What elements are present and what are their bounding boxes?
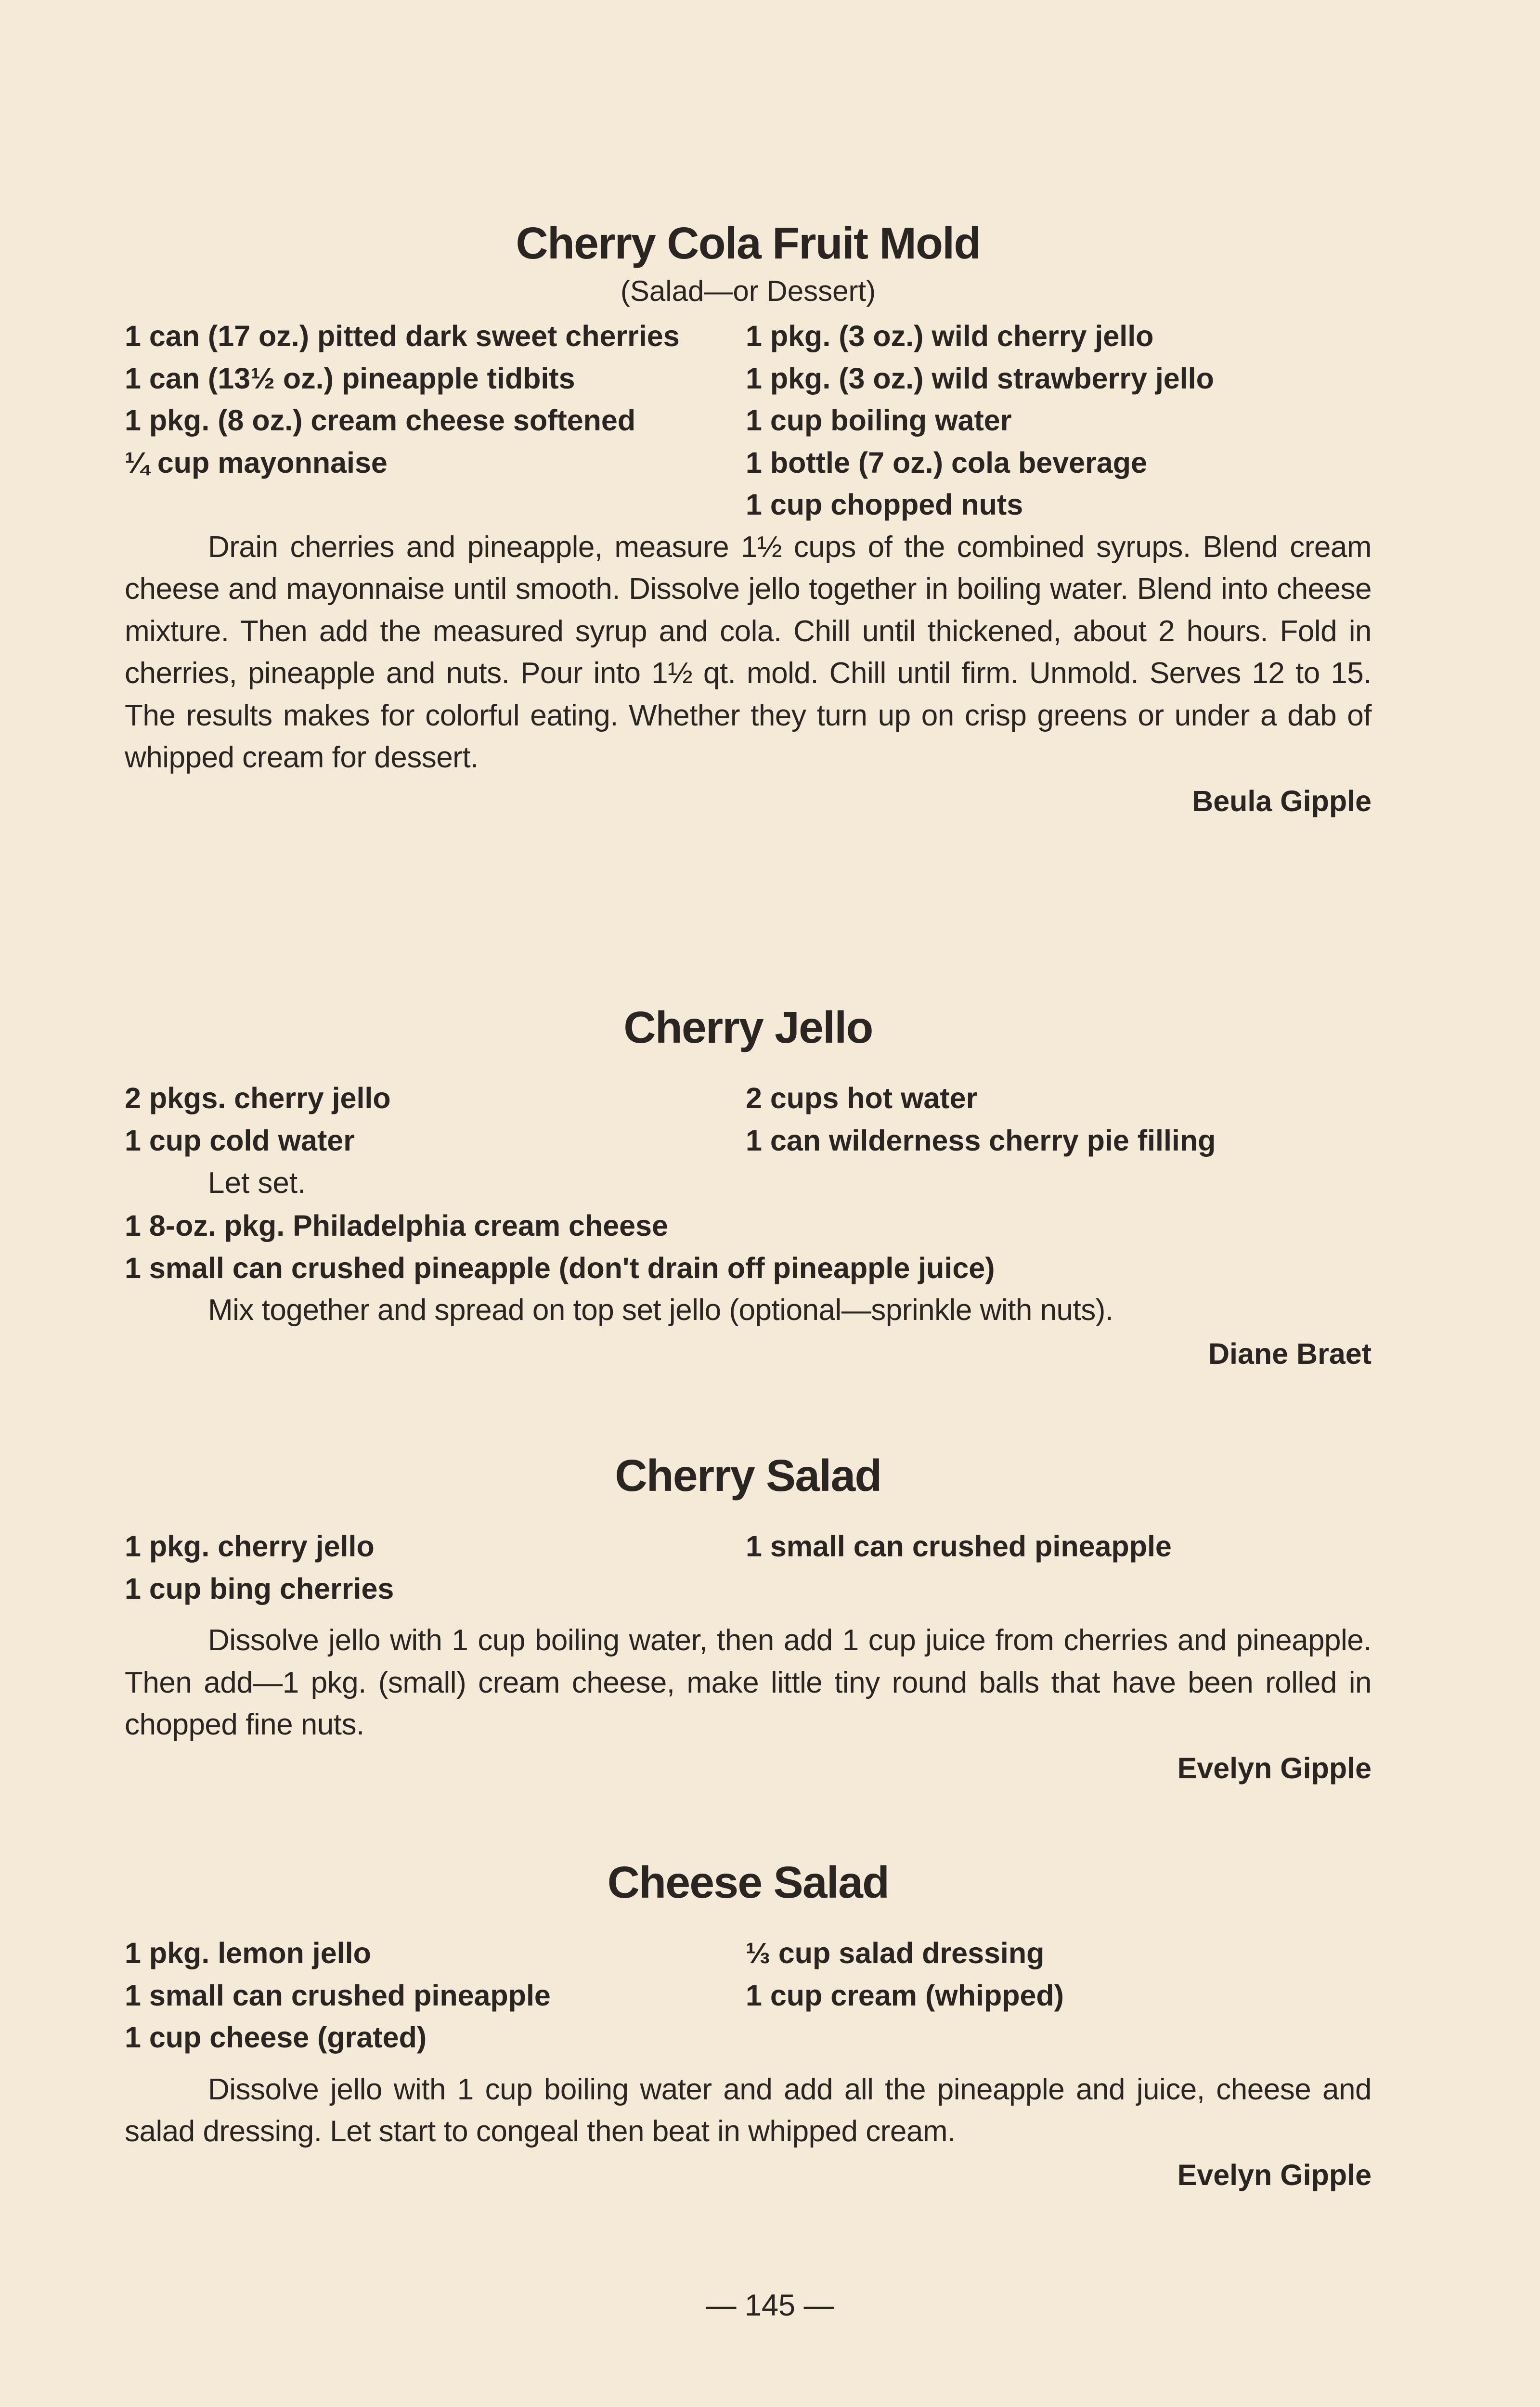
recipe-title: Cheese Salad bbox=[607, 1857, 889, 1907]
recipe-author: Diane Braet bbox=[1208, 1337, 1372, 1370]
directions: Drain cherries and pineapple, measure 1½ cups of the combined syrups. Blend cream cheese and mayonnaise until smooth. Dissolve jello together in boiling water. Blend into cheese mixture. Then add the measured syrup and cola. Chill until thickened, about 2 hours. Fold in cherries, pineapple and nuts. Pour into 1½ qt. mold. Chill until firm. Unmold. Serves 12 to 15. The results makes for colorful eating. Whether they turn up on crisp greens or under a dab of whipped cream for dessert. bbox=[125, 530, 1372, 774]
ingredient: 2 pkgs. cherry jello bbox=[125, 1082, 391, 1114]
recipe-author: Beula Gipple bbox=[1192, 784, 1372, 817]
ingredient: 1 pkg. (8 oz.) cream cheese softened bbox=[125, 404, 636, 437]
ingredient: 1 small can crushed pineapple bbox=[125, 1979, 551, 2012]
ingredient: 1 cup cold water bbox=[125, 1124, 355, 1157]
ingredient: 1 pkg. lemon jello bbox=[125, 1937, 371, 1969]
directions: Dissolve jello with 1 cup boiling water and add all the pineapple and juice, cheese and salad dressing. Let start to congeal then beat in whipped cream. bbox=[125, 2072, 1372, 2148]
extra-ingredients bbox=[125, 1205, 1372, 1289]
ingredient: ¼ cup mayonnaise bbox=[125, 446, 388, 479]
ingredient: 1 small can crushed pineapple bbox=[746, 1530, 1172, 1563]
ingredient: 1 8-oz. pkg. Philadelphia cream cheese bbox=[125, 1209, 668, 1242]
recipe-title: Cherry Salad bbox=[615, 1450, 881, 1501]
recipe-cheese-salad bbox=[125, 1855, 1372, 2198]
recipe-title: Cherry Cola Fruit Mold bbox=[516, 218, 981, 268]
ingredient: 1 cup cream (whipped) bbox=[746, 1979, 1064, 2012]
ingredient: 1 small can crushed pineapple (don't drain off pineapple juice) bbox=[125, 1251, 995, 1284]
ingredient: 1 cup chopped nuts bbox=[746, 488, 1023, 521]
recipe-cherry-jello bbox=[125, 1000, 1372, 1376]
recipe-author: Evelyn Gipple bbox=[1177, 1751, 1372, 1785]
ingredient: 1 cup cheese (grated) bbox=[125, 2021, 427, 2054]
ingredient: 1 pkg. cherry jello bbox=[125, 1530, 375, 1563]
recipe-author: Evelyn Gipple bbox=[1177, 2158, 1372, 2191]
recipe-cherry-salad bbox=[125, 1449, 1372, 1791]
ingredients bbox=[125, 315, 1372, 526]
recipe-subtitle: (Salad—or Dessert) bbox=[620, 275, 876, 307]
ingredient: 1 bottle (7 oz.) cola beverage bbox=[746, 446, 1147, 479]
ingredients bbox=[125, 1077, 1372, 1162]
ingredient: 1 cup bing cherries bbox=[125, 1572, 394, 1605]
ingredient: 1 can (13½ oz.) pineapple tidbits bbox=[125, 362, 575, 395]
recipe-cherry-cola-fruit-mold bbox=[125, 216, 1372, 824]
page-number: — 145 — bbox=[706, 2289, 834, 2322]
ingredient: 1 cup boiling water bbox=[746, 404, 1012, 437]
ingredient: 1 can (17 oz.) pitted dark sweet cherries bbox=[125, 320, 680, 352]
ingredient: ⅓ cup salad dressing bbox=[746, 1937, 1045, 1969]
ingredient: 2 cups hot water bbox=[746, 1082, 978, 1114]
recipe-title: Cherry Jello bbox=[623, 1002, 873, 1052]
ingredient: 1 pkg. (3 oz.) wild strawberry jello bbox=[746, 362, 1214, 395]
directions: Dissolve jello with 1 cup boiling water, then add 1 cup juice from cherries and pineapple. Then add—1 pkg. (small) cream cheese, make little tiny round balls that have been rolled in chopped fine nuts. bbox=[125, 1624, 1372, 1741]
ingredient: 1 pkg. (3 oz.) wild cherry jello bbox=[746, 320, 1154, 352]
ingredients bbox=[125, 1932, 1372, 2059]
ingredients bbox=[125, 1526, 1372, 1610]
directions: Mix together and spread on top set jello (optional—sprinkle with nuts). bbox=[208, 1294, 1113, 1327]
recipe-note: Let set. bbox=[208, 1166, 306, 1200]
ingredient: 1 can wilderness cherry pie filling bbox=[746, 1124, 1216, 1157]
